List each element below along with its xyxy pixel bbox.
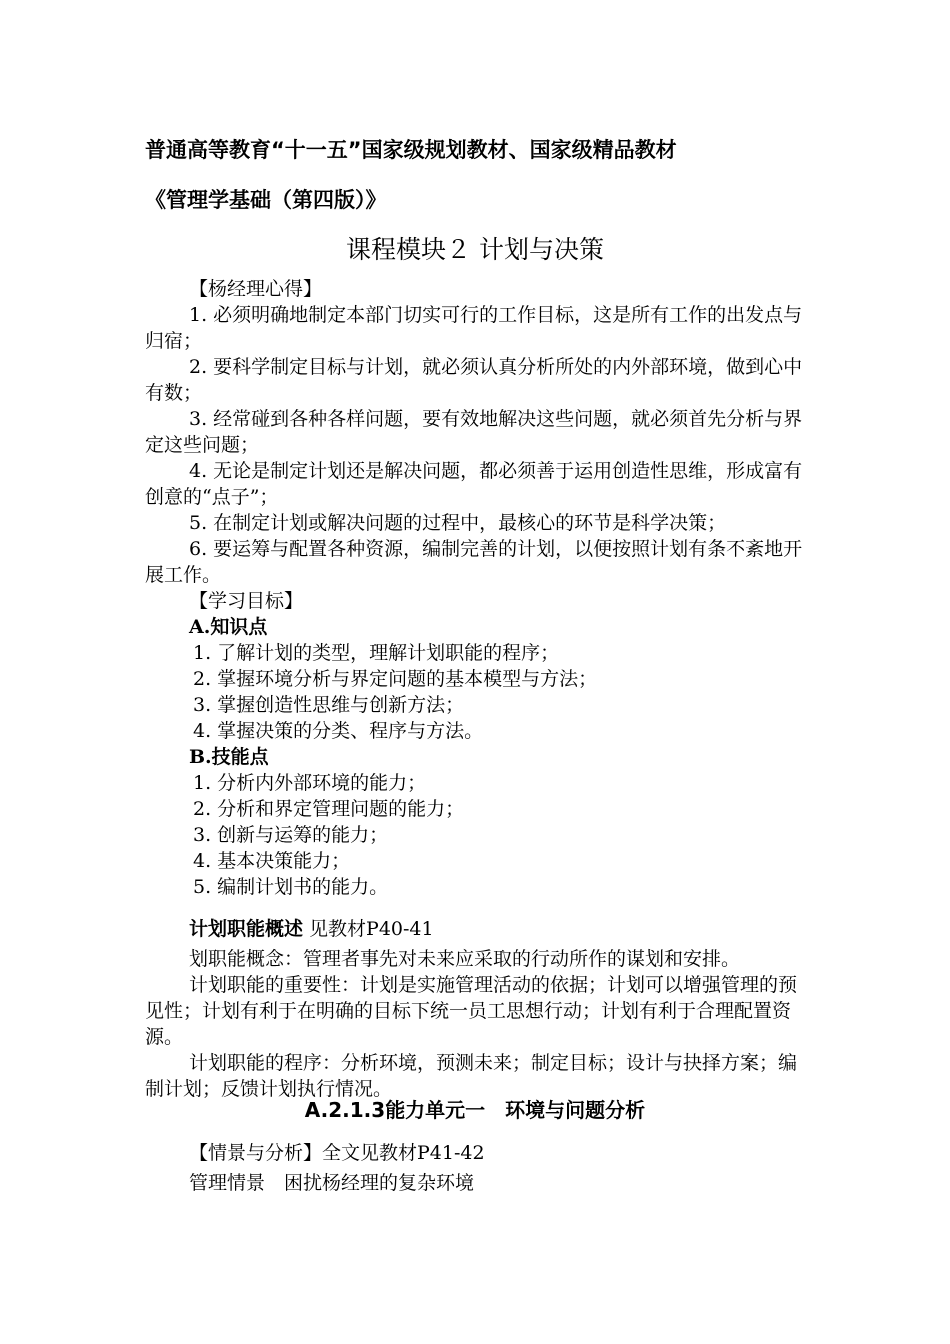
insight-item: 6. 要运筹与配置各种资源，编制完善的计划，以便按照计划有条不紊地开展工作。 [145, 538, 803, 586]
skill-item: 1. 分析内外部环境的能力； [193, 772, 427, 794]
overview-paragraph: 计划职能的重要性：计划是实施管理活动的依据；计划可以增强管理的预见性；计划有利于在明确的目标下统一员工思想行动；计划有利于合理配置资源。 [145, 974, 798, 1048]
skill-item: 5. 编制计划书的能力。 [193, 876, 389, 898]
unit-title: A.2.1.3能力单元一 环境与问题分析 [304, 1098, 646, 1122]
insight-item: 2. 要科学制定目标与计划，就必须认真分析所处的内外部环境，做到心中有数； [145, 356, 803, 404]
knowledge-item: 3. 掌握创造性思维与创新方法； [193, 694, 465, 716]
skills-heading: B.技能点 [189, 746, 269, 768]
overview-title: 计划职能概述 [189, 918, 304, 940]
case-line: 管理情景 困扰杨经理的复杂环境 [189, 1172, 475, 1194]
insights-heading: 【杨经理心得】 [189, 278, 323, 300]
skill-item: 3. 创新与运筹的能力； [193, 824, 389, 846]
goals-heading: 【学习目标】 [189, 590, 304, 612]
insight-item: 1. 必须明确地制定本部门切实可行的工作目标，这是所有工作的出发点与归宿； [145, 304, 803, 352]
overview-paragraph: 划职能概念：管理者事先对未来应采取的行动所作的谋划和安排。 [189, 948, 741, 970]
insight-item: 5. 在制定计划或解决问题的过程中，最核心的环节是科学决策； [189, 512, 727, 534]
skill-item: 4. 基本决策能力； [193, 850, 351, 872]
overview-heading [189, 916, 434, 942]
scenario-line: 【情景与分析】全文见教材P41-42 [189, 1142, 485, 1164]
skill-item: 2. 分析和界定管理问题的能力； [193, 798, 465, 820]
knowledge-item: 4. 掌握决策的分类、程序与方法。 [193, 720, 484, 742]
book-title: 《管理学基础（第四版）》 [145, 188, 387, 212]
overview-ref: 见教材P40-41 [303, 918, 434, 940]
overview-paragraph: 计划职能的程序：分析环境，预测未来；制定目标；设计与抉择方案；编制计划；反馈计划执行情况。 [145, 1052, 798, 1100]
knowledge-item: 2. 掌握环境分析与界定问题的基本模型与方法； [193, 668, 598, 690]
knowledge-item: 1. 了解计划的类型，理解计划职能的程序； [193, 642, 560, 664]
insight-item: 4. 无论是制定计划还是解决问题，都必须善于运用创造性思维，形成富有创意的“点子”； [145, 460, 803, 508]
module-title: 课程模块２ 计划与决策 [346, 235, 604, 264]
insight-item: 3. 经常碰到各种各样问题，要有效地解决这些问题，就必须首先分析与界定这些问题； [145, 408, 803, 456]
knowledge-heading: A.知识点 [189, 616, 268, 638]
series-title: 普通高等教育“十一五”国家级规划教材、国家级精品教材 [145, 138, 677, 162]
